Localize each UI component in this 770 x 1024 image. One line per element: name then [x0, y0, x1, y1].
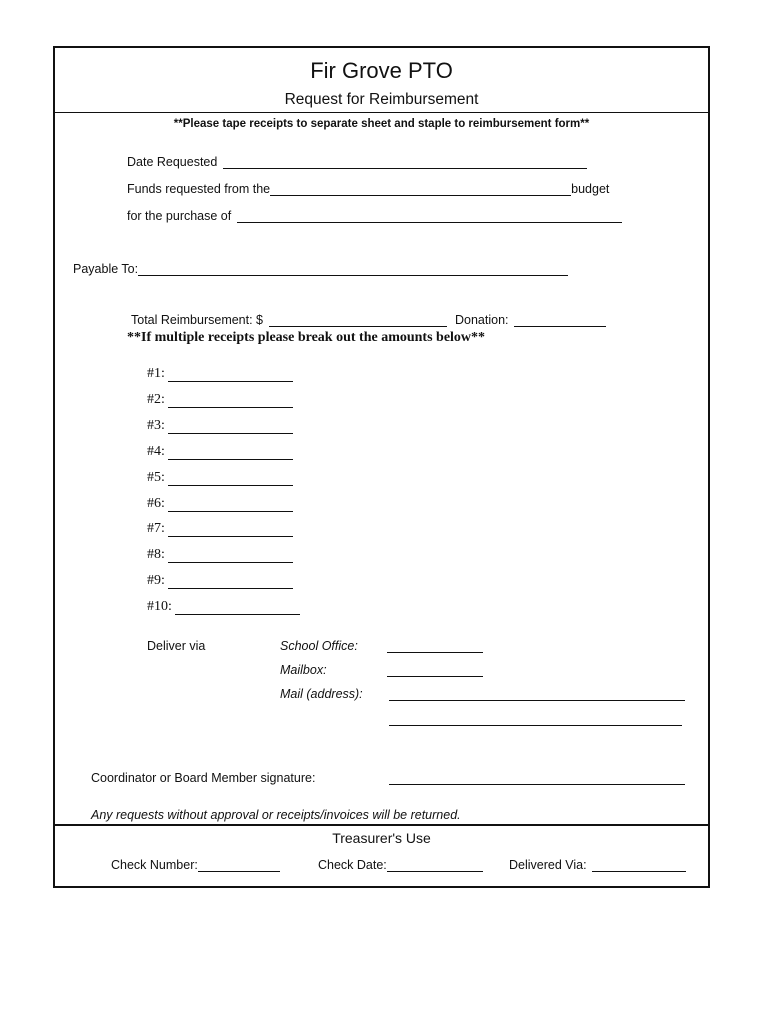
donation-field[interactable]	[514, 312, 606, 327]
receipt-amount-field[interactable]	[168, 548, 293, 563]
check-number-row	[111, 857, 280, 872]
check-number-field[interactable]	[198, 857, 280, 872]
receipt-item-1: #1:	[147, 366, 293, 382]
signature-field[interactable]	[389, 784, 685, 785]
receipt-item-8: #8:	[147, 547, 293, 563]
receipt-amount-field[interactable]	[168, 471, 293, 486]
receipt-item-3: #3:	[147, 418, 293, 434]
check-date-field[interactable]	[387, 857, 483, 872]
payable-to-field[interactable]	[138, 261, 568, 276]
payable-row	[73, 261, 568, 276]
multiple-receipts-note: **If multiple receipts please break out the amounts below**	[127, 330, 486, 345]
receipt-item-9: #9:	[147, 573, 293, 589]
total-reimbursement-label: Total Reimbursement: $	[131, 313, 264, 327]
date-requested-row	[127, 154, 587, 169]
mail-address-label: Mail (address):	[280, 687, 363, 701]
receipt-instruction: **Please tape receipts to separate sheet and staple to reimbursement form**	[173, 118, 590, 130]
treasurer-title: Treasurer's Use	[332, 830, 431, 846]
funds-from-label: Funds requested from the	[127, 182, 271, 196]
check-date-row	[318, 857, 483, 872]
receipt-item-4: #4:	[147, 444, 293, 460]
receipt-amount-field[interactable]	[168, 367, 293, 382]
check-number-label: Check Number:	[111, 858, 198, 872]
mailbox-field[interactable]	[387, 676, 483, 677]
check-date-label: Check Date:	[318, 858, 387, 872]
purchase-row	[127, 208, 622, 223]
mail-address-field[interactable]	[389, 700, 685, 701]
receipt-amount-field[interactable]	[175, 600, 300, 615]
treasurer-divider	[55, 824, 708, 826]
purchase-of-label: for the purchase of	[127, 209, 232, 223]
date-requested-label: Date Requested	[127, 155, 218, 169]
receipt-amount-field[interactable]	[168, 393, 293, 408]
delivered-via-label: Delivered Via:	[509, 858, 587, 872]
receipt-amount-field[interactable]	[168, 445, 293, 460]
receipt-item-7: #7:	[147, 521, 293, 537]
deliver-via-label: Deliver via	[147, 639, 206, 653]
mail-address-field-line-2[interactable]	[389, 725, 682, 726]
receipt-amount-field[interactable]	[168, 419, 293, 434]
receipt-item-6: #6:	[147, 496, 293, 512]
donation-label: Donation:	[454, 313, 509, 327]
school-office-label: School Office:	[280, 639, 358, 653]
receipt-item-2: #2:	[147, 392, 293, 408]
total-row	[131, 312, 606, 327]
form-subtitle: Request for Reimbursement	[284, 91, 479, 108]
purchase-of-field[interactable]	[237, 208, 622, 223]
total-reimbursement-field[interactable]	[269, 312, 447, 327]
budget-label: budget	[571, 182, 610, 196]
payable-to-label: Payable To:	[73, 262, 139, 276]
signature-label: Coordinator or Board Member signature:	[91, 771, 316, 785]
receipt-item-5: #5:	[147, 470, 293, 486]
delivered-via-field[interactable]	[592, 857, 686, 872]
date-requested-field[interactable]	[223, 154, 587, 169]
receipt-item-10: #10:	[147, 599, 300, 615]
school-office-field[interactable]	[387, 652, 483, 653]
receipt-amount-field[interactable]	[168, 522, 293, 537]
mailbox-label: Mailbox:	[280, 663, 327, 677]
budget-name-field[interactable]	[270, 181, 571, 196]
receipt-amount-field[interactable]	[168, 574, 293, 589]
reimbursement-form	[53, 46, 710, 888]
funds-row	[127, 181, 609, 196]
approval-warning: Any requests without approval or receipts/invoices will be returned.	[91, 808, 461, 822]
header-divider	[55, 112, 708, 113]
delivered-via-row	[509, 857, 686, 872]
form-title: Fir Grove PTO	[310, 58, 453, 83]
receipt-amount-field[interactable]	[168, 497, 293, 512]
